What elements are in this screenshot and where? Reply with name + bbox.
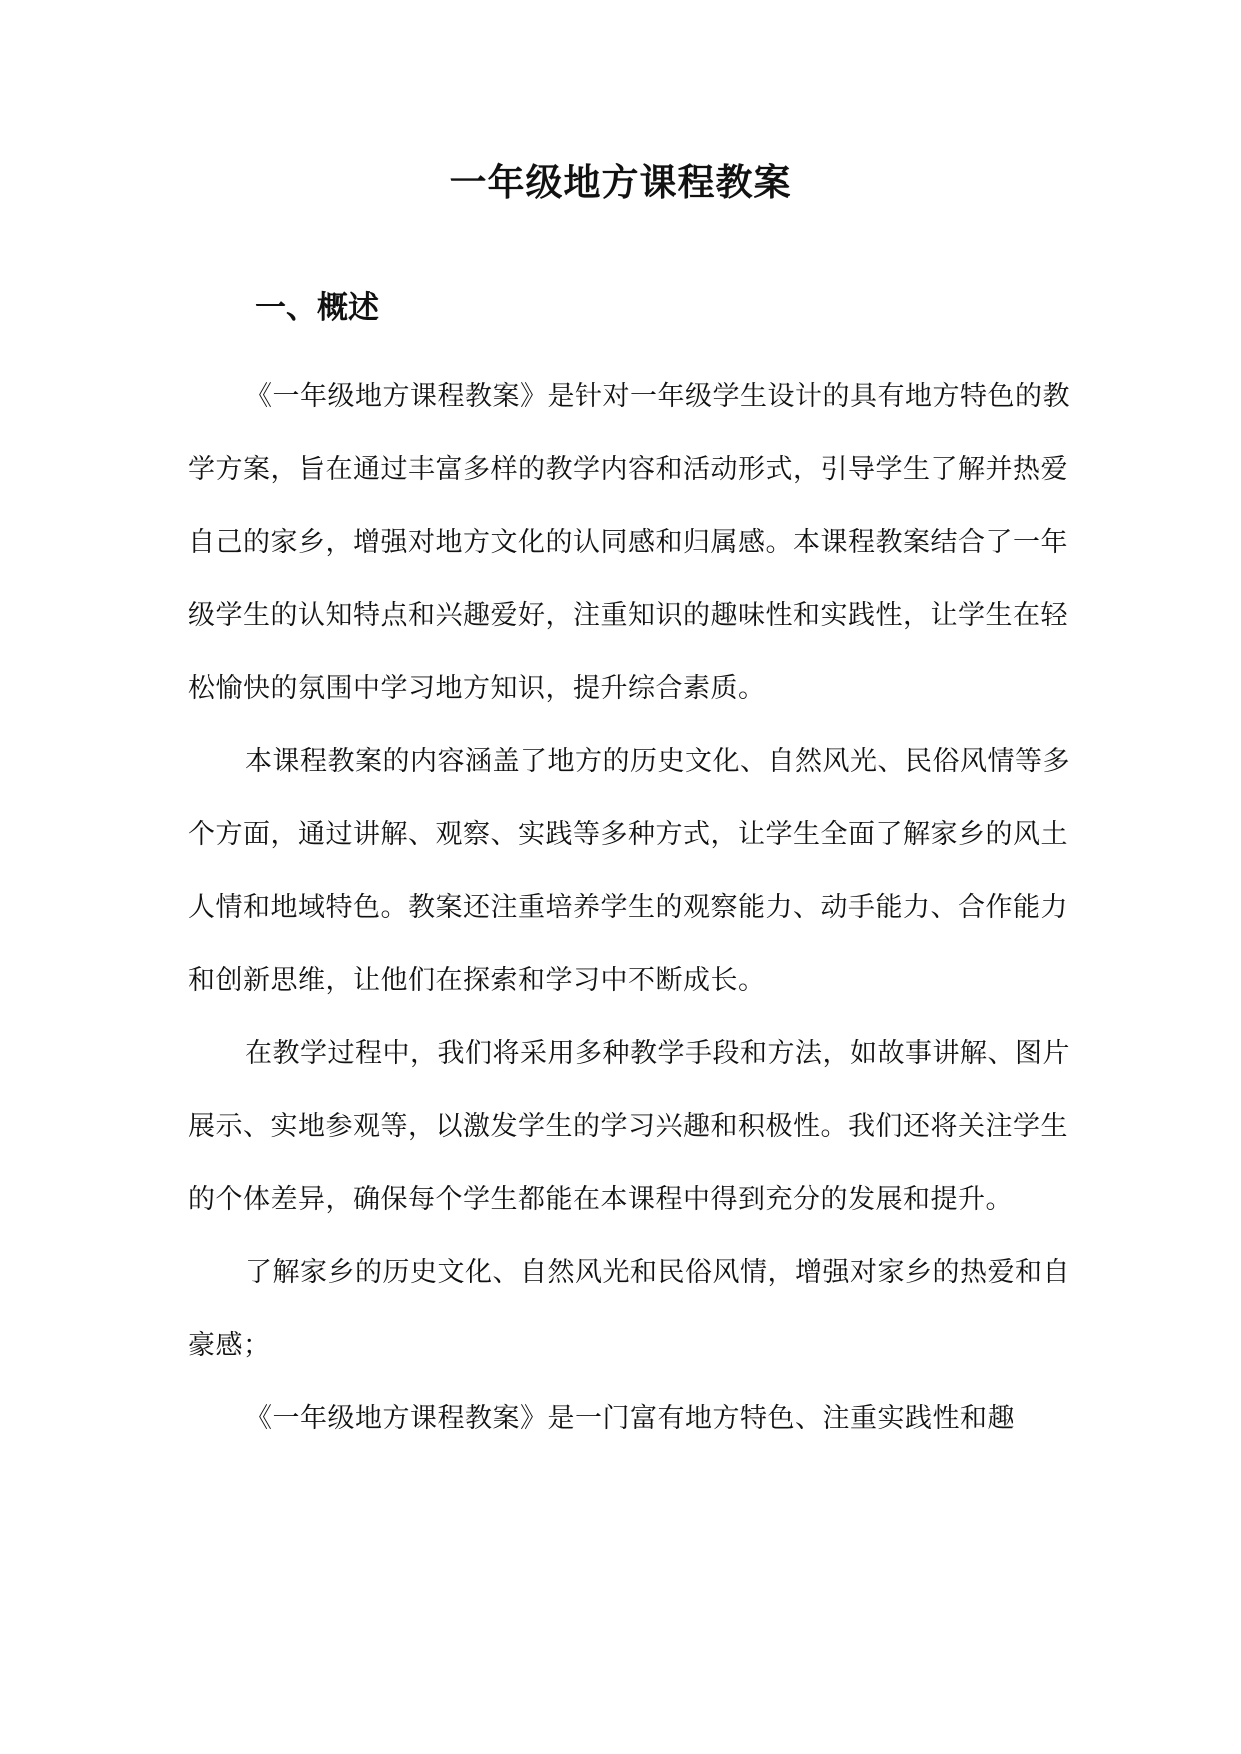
paragraph-3: 在教学过程中，我们将采用多种教学手段和方法，如故事讲解、图片展示、实地参观等，以激发学生的学习兴趣和积极性。我们还将关注学生的个体差异，确保每个学生都能在本课程中得到充分的发展和提升。 bbox=[188, 1038, 1070, 1215]
section-heading-overview: 一、概述 bbox=[255, 290, 379, 326]
paragraph-1: 《一年级地方课程教案》是针对一年级学生设计的具有地方特色的教学方案，旨在通过丰富多样的教学内容和活动形式，引导学生了解并热爱自己的家乡，增强对地方文化的认同感和归属感。本课程教案结合了一年级学生的认知特点和兴趣爱好，注重知识的趣味性和实践性，让学生在轻松愉快的氛围中学习地方知识，提升综合素质。 bbox=[188, 381, 1070, 704]
paragraph-4: 了解家乡的历史文化、自然风光和民俗风情，增强对家乡的热爱和自豪感； bbox=[188, 1257, 1070, 1361]
document-title: 一年级地方课程教案 bbox=[449, 160, 792, 204]
document-body bbox=[188, 360, 1073, 1455]
paragraph-5: 《一年级地方课程教案》是一门富有地方特色、注重实践性和趣 bbox=[245, 1403, 1015, 1434]
paragraph-2: 本课程教案的内容涵盖了地方的历史文化、自然风光、民俗风情等多个方面，通过讲解、观察、实践等多种方式，让学生全面了解家乡的风土人情和地域特色。教案还注重培养学生的观察能力、动手能力、合作能力和创新思维，让他们在探索和学习中不断成长。 bbox=[188, 746, 1070, 996]
